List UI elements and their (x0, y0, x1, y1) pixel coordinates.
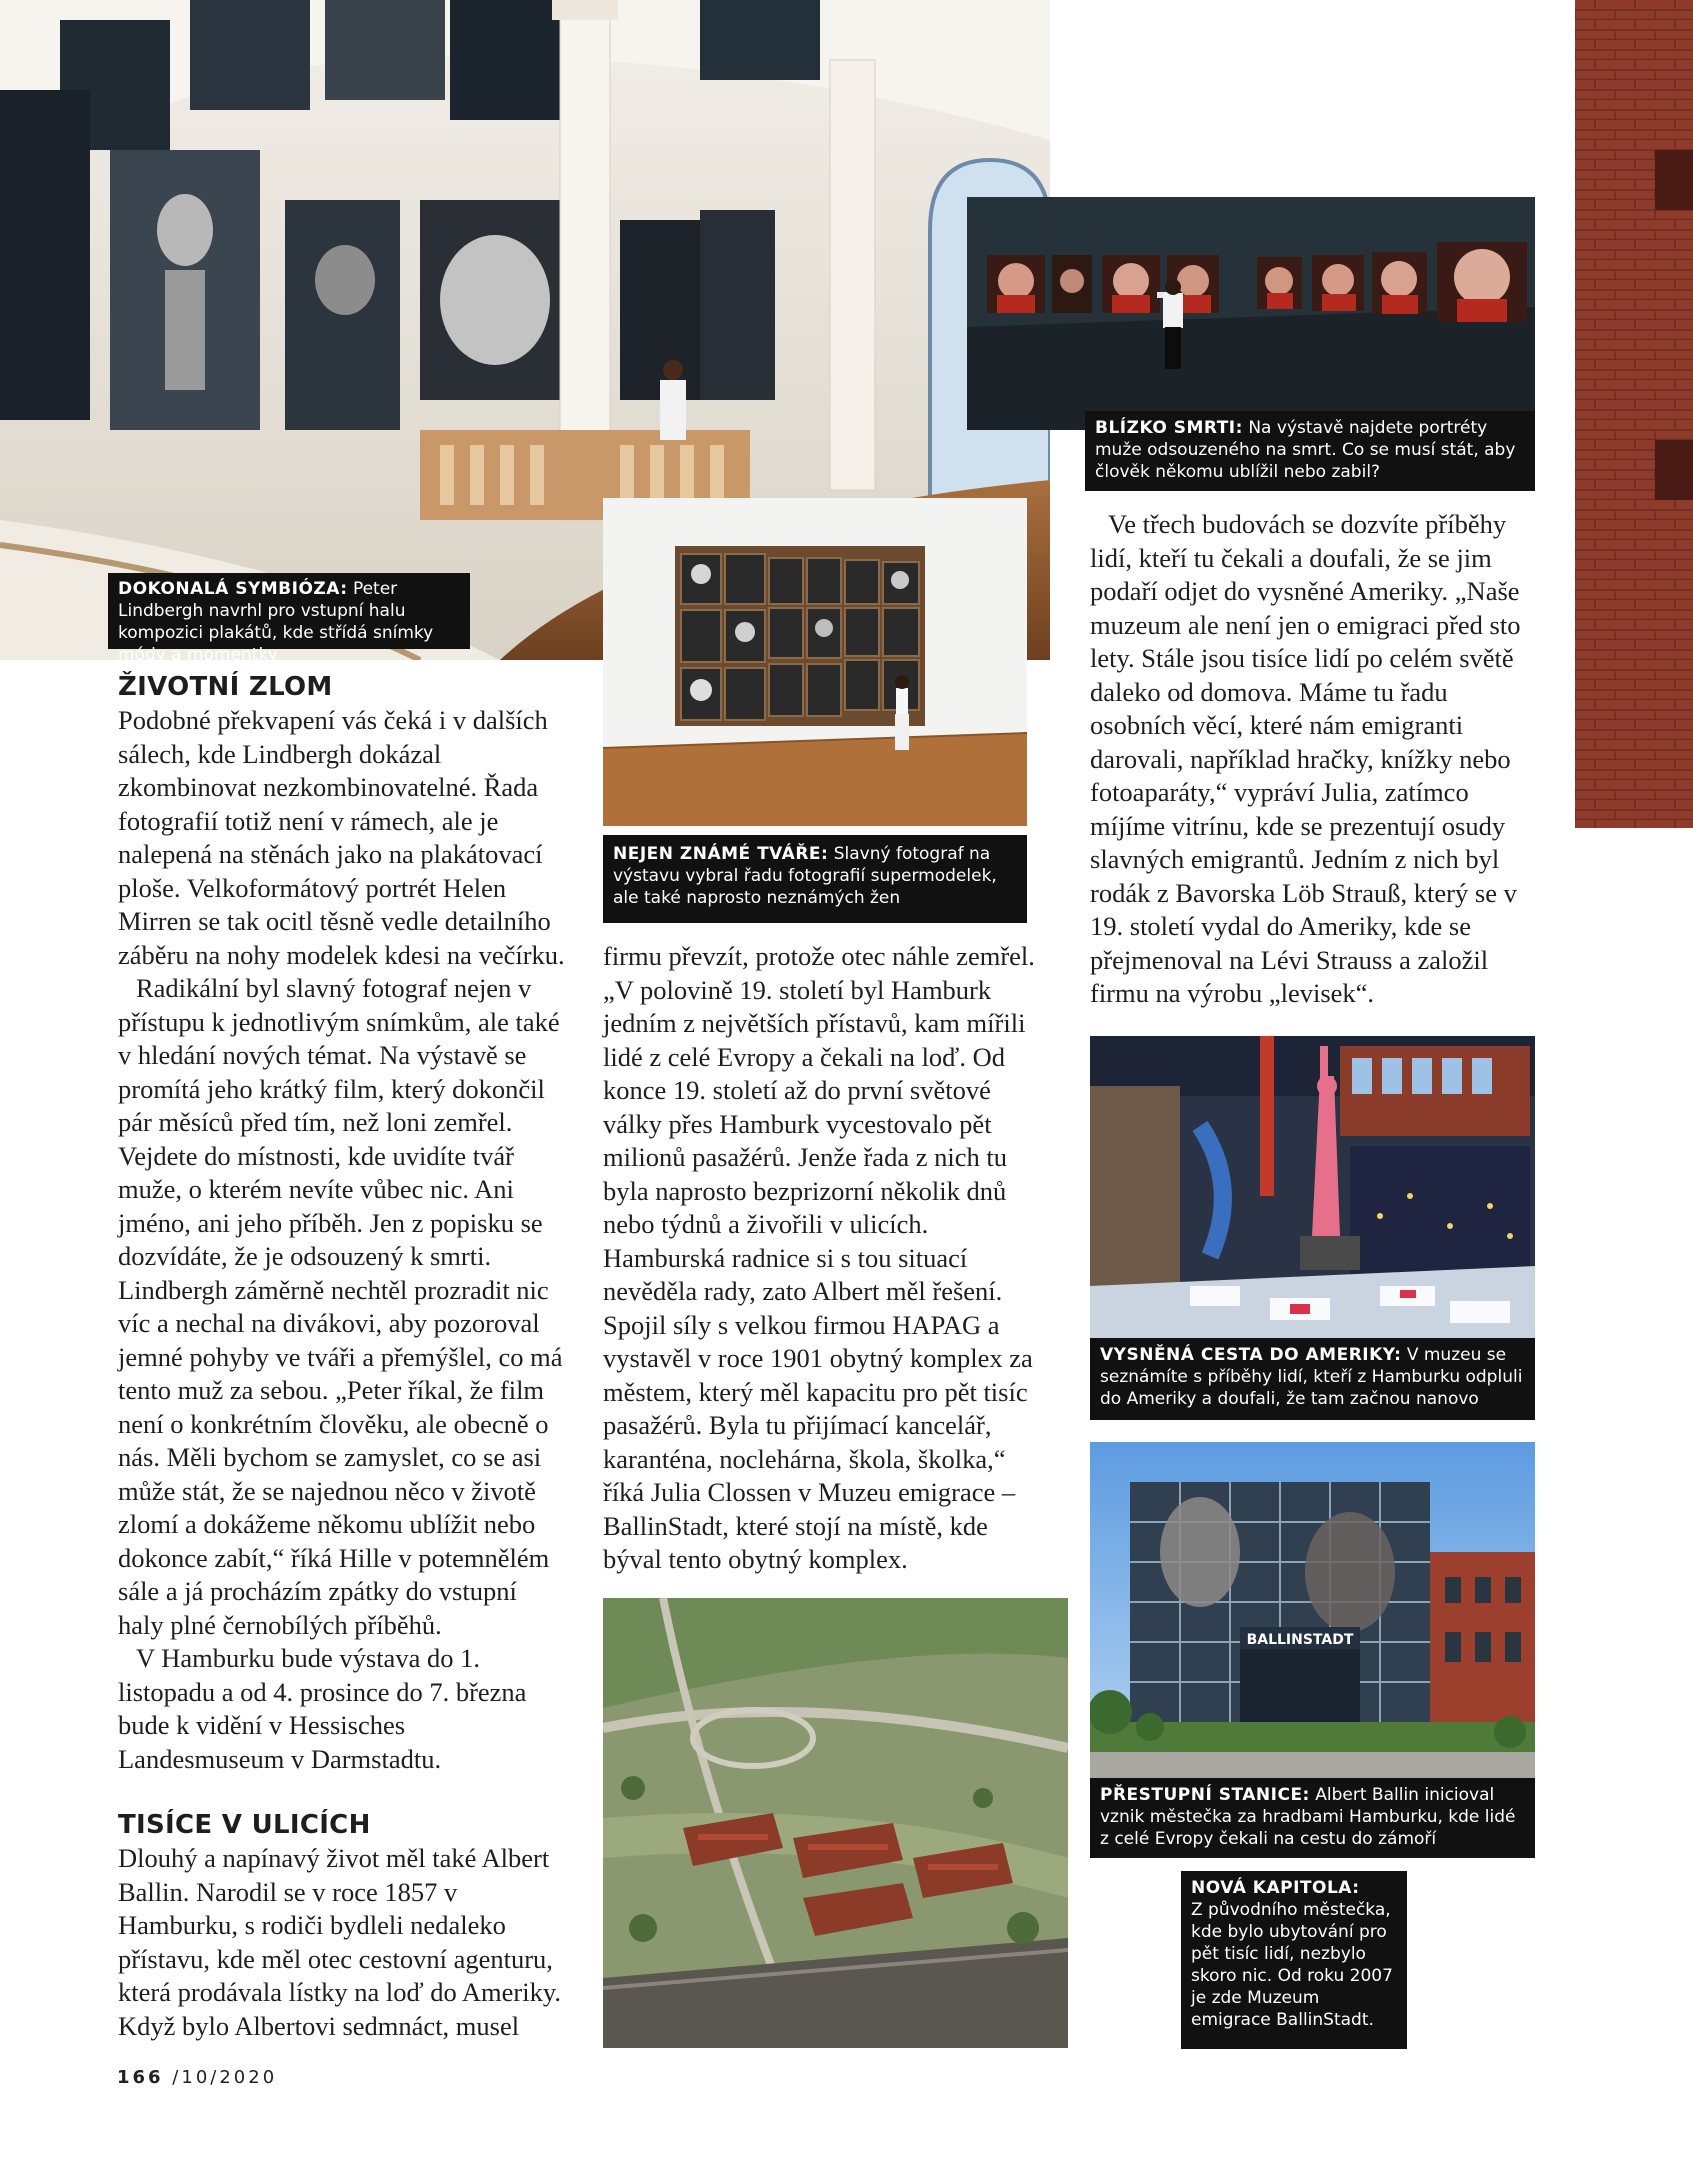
paragraph: V Hamburku bude výstava do 1. listopadu a od 4. prosince do 7. března bude k vidění v Hessisches Landesmuseum v Darmstadtu. (118, 1643, 527, 1774)
museum-illustration (1090, 1036, 1535, 1338)
portraits-room-illustration (967, 197, 1535, 430)
building-illustration (1090, 1442, 1535, 1782)
photo-gallery-wall (603, 498, 1027, 826)
middle-text-column (603, 940, 1043, 1577)
caption-title: NEJEN ZNÁMÉ TVÁŘE: (613, 844, 829, 864)
heading-zivotni-zlom: ŽIVOTNÍ ZLOM (118, 672, 333, 702)
right-text-column (1090, 508, 1535, 1011)
brick-illustration (1575, 0, 1693, 828)
caption-text: Peter Lindbergh navrhl pro vstupní halu kompozici plakátů, kde střídá snímky módy a momentky (118, 579, 434, 665)
page-folio (117, 2067, 277, 2088)
building-sign: BALLINSTADT (1246, 1632, 1354, 1648)
caption-stanice (1090, 1778, 1535, 1858)
photo-death-row-portraits (967, 197, 1535, 430)
caption-text: V muzeu se seznámíte s příběhy lidí, kteří z Hamburku odpluli do Ameriky a doufali, že tam začnou nanovo (1100, 1345, 1523, 1409)
caption-title: NOVÁ KAPITOLA: (1191, 1878, 1360, 1898)
caption-title: VYSNĚNÁ CESTA DO AMERIKY: (1100, 1345, 1402, 1365)
caption-tvare (603, 835, 1027, 923)
caption-title: PŘESTUPNÍ STANICE: (1100, 1785, 1310, 1805)
photo-ballinstadt-building (1090, 1442, 1535, 1782)
issue-date: /10/2020 (163, 2067, 278, 2088)
page-number: 166 (117, 2067, 164, 2088)
caption-text: Albert Ballin inicioval vznik městečka za hradbami Hamburku, kde lidé z celé Evropy čekali na cestu do zámoří (1100, 1785, 1516, 1849)
paragraph: Radikální byl slavný fotograf nejen v přístupu k jednotlivým snímkům, ale také v hledání nových témat. Na výstavě se promítá jeho krátký film, který dokončil pár měsíců před tím, než loni zemřel. Vejdete do místnosti, kde uvidíte tvář muže, o kterém nevíte vůbec nic. Ani jméno, ani jeho příběh. Jen z popisku se dozvídáte, že je odsouzený k smrti. Lindbergh záměrně nechtěl prozradit nic víc a nechal na divákovi, aby pozoroval jemné pohyby ve tváři a přemýšlel, co má tento muž za sebou. „Peter říkal, že film není o konkrétním člověku, ale obecně o nás. Měli bychom se zamyslet, co se asi může stát, že se najednou něco v životě zlomí a dokážeme někomu ublížit nebo dokonce zabít,“ říká Hille v potemnělém sále a já procházím zpátky do vstupní haly plné černobílých příběhů. (118, 973, 563, 1640)
caption-kapitola (1181, 1871, 1407, 2049)
caption-symbioza (108, 573, 470, 665)
photo-aerial-view (603, 1598, 1068, 2048)
caption-smrti (1085, 411, 1535, 491)
caption-ameriky (1090, 1338, 1535, 1420)
heading-tisice-v-ulicich: TISÍCE V ULICÍCH (118, 1810, 371, 1840)
caption-title: DOKONALÁ SYMBIÓZA: (118, 579, 348, 599)
photo-brick-wall-edge (1575, 0, 1693, 828)
paragraph: firmu převzít, protože otec náhle zemřel. „V polovině 19. století byl Hamburk jedním z největších přístavů, kam mířili lidé z celé Evropy a čekali na loď. Od konce 19. století až do první světové války přes Hamburk vycestovalo pět milionů pasažérů. Jenže řada z nich tu byla naprosto bezprizorní několik dnů nebo týdnů a živořili v ulicích. Hamburská radnice si s tou situací nevěděla rady, zato Albert měl řešení. Spojil síly s velkou firmou HAPAG a vystavěl v roce 1901 obytný komplex za městem, který měl kapacitu pro pět tisíc pasažérů. Byla tu přijímací kancelář, karanténa, noclehárna, škola, školka,“ říká Julia Clossen v Muzeu emigrace – BallinStadt, které stojí na místě, kde býval tento obytný komplex. (603, 941, 1035, 1574)
gallery-illustration (603, 498, 1027, 826)
caption-text: Z původního městečka, kde bylo ubytování pro pět tisíc lidí, nezbylo skoro nic. Od roku 2007 je zde Muzeum emigrace BallinStadt. (1191, 1900, 1393, 2030)
paragraph: Ve třech budovách se dozvíte příběhy lidí, kteří tu čekali a doufali, že se jim podaří odjet do vysněné Ameriky. „Naše muzeum ale není jen o emigraci před sto lety. Stále jsou tisíce lidí po celém světě daleko od domova. Máme tu řadu osobních věcí, které nám emigranti darovali, například hračky, knížky nebo fotoaparáty,“ vypráví Julia, zatímco míjíme vitrínu, kde se prezentují osudy slavných emigrantů. Jedním z nich byl rodák z Bavorska Löb Strauß, který se v 19. století vydal do Ameriky, kde se přejmenoval na Lévi Strauss a založil firmu na výrobu „levisek“. (1090, 509, 1521, 1008)
photo-museum-interior (1090, 1036, 1535, 1338)
paragraph: Podobné překvapení vás čeká i v dalších sálech, kde Lindbergh dokázal zkombinovat nezkombinovatelné. Řada fotografií totiž není v rámech, ale je nalepená na stěnách jako na plakátovací ploše. Velkoformátový portrét Helen Mirren se tak ocitl těsně vedle detailního záběru na nohy modelek kdesi na večírku. (118, 705, 565, 970)
caption-text: Slavný fotograf na výstavu vybral řadu fotografií supermodelek, ale také naprosto neznámých žen (613, 844, 997, 908)
aerial-illustration (603, 1598, 1068, 2048)
caption-title: BLÍZKO SMRTI: (1095, 418, 1243, 438)
left-text-column (118, 671, 565, 2043)
paragraph: Dlouhý a napínavý život měl také Albert Ballin. Narodil se v roce 1857 v Hamburku, s rodiči bydleli nedaleko přístavu, kde měl otec cestovní agenturu, která prodávala lístky na loď do Ameriky. Když bylo Albertovi sedmnáct, musel (118, 1843, 561, 2041)
caption-text: Na výstavě najdete portréty muže odsouzeného na smrt. Co se musí stát, aby člověk někomu ublížil nebo zabil? (1095, 418, 1516, 482)
